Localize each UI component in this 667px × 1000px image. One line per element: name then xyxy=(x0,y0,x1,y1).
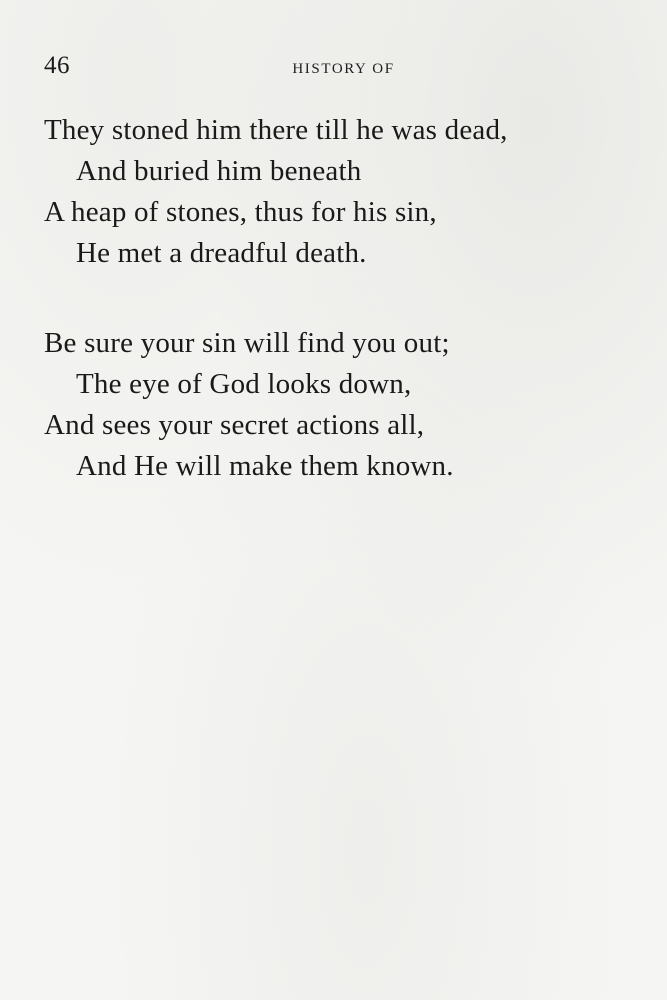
poem-line: He met a dreadful death. xyxy=(76,237,367,269)
page-number: 46 xyxy=(44,52,70,79)
running-header: HISTORY OF xyxy=(292,61,395,77)
poem-line: They stoned him there till he was dead, xyxy=(44,114,508,146)
poem-line: The eye of God looks down, xyxy=(76,368,412,400)
poem-line: And sees your secret actions all, xyxy=(44,409,425,441)
poem-line: Be sure your sin will find you out; xyxy=(44,327,450,359)
poem-line: And buried him beneath xyxy=(76,155,362,187)
stanza-2 xyxy=(44,323,644,487)
poem-line: A heap of stones, thus for his sin, xyxy=(44,196,437,228)
poem-line: And He will make them known. xyxy=(76,450,454,482)
stanza-1 xyxy=(44,110,644,274)
